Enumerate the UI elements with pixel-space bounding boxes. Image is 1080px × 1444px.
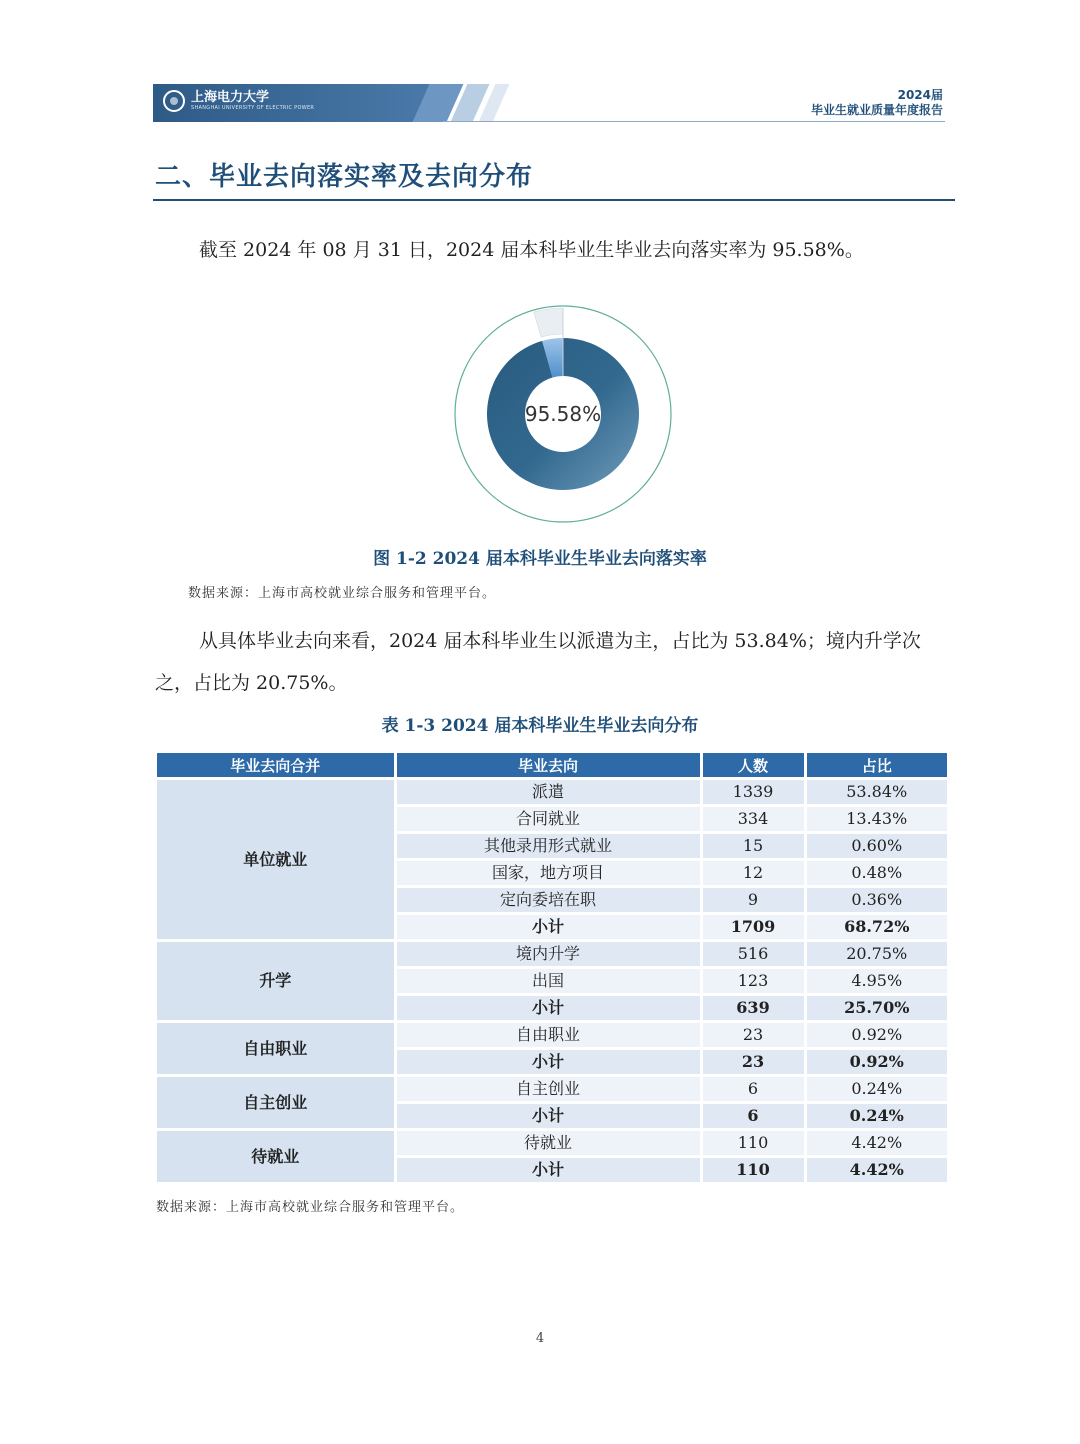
- percent-cell: 0.24%: [805, 1103, 947, 1130]
- destination-cell: 待就业: [395, 1130, 701, 1157]
- count-cell: 6: [701, 1103, 805, 1130]
- percent-cell: 0.36%: [805, 887, 947, 914]
- count-cell: 9: [701, 887, 805, 914]
- destination-cell: 定向委培在职: [395, 887, 701, 914]
- destination-cell: 小计: [395, 1049, 701, 1076]
- section-title: 二、毕业去向落实率及去向分布: [155, 162, 534, 192]
- percent-cell: 4.95%: [805, 968, 947, 995]
- table-header-row: [157, 753, 947, 779]
- distribution-table: [157, 753, 947, 1185]
- table-row: [157, 779, 947, 806]
- percent-cell: 0.92%: [805, 1049, 947, 1076]
- paragraph-distribution: 从具体毕业去向来看，2024 届本科毕业生以派遣为主，占比为 53.84%；境内升学次之，占比为 20.75%。: [155, 630, 921, 694]
- report-name: 毕业生就业质量年度报告: [810, 103, 943, 117]
- destination-cell: 自主创业: [395, 1076, 701, 1103]
- group-name-cell: 升学: [157, 941, 395, 1022]
- header-destination: 毕业去向: [395, 753, 701, 779]
- section-rule: [153, 199, 955, 201]
- percent-cell: 25.70%: [805, 995, 947, 1022]
- page-number: 4: [535, 1331, 545, 1346]
- destination-cell: 国家，地方项目: [395, 860, 701, 887]
- count-cell: 1339: [701, 779, 805, 806]
- destination-cell: 自由职业: [395, 1022, 701, 1049]
- count-cell: 23: [701, 1049, 805, 1076]
- donut-svg: [448, 302, 678, 528]
- percent-cell: 13.43%: [805, 806, 947, 833]
- count-cell: 110: [701, 1130, 805, 1157]
- logo-text: 上海电力大学: [191, 90, 270, 105]
- donut-chart: [448, 302, 678, 528]
- percent-cell: 20.75%: [805, 941, 947, 968]
- percent-cell: 0.48%: [805, 860, 947, 887]
- percent-cell: 68.72%: [805, 914, 947, 941]
- table-source: 数据来源：上海市高校就业综合服务和管理平台。: [156, 1200, 465, 1215]
- percent-cell: 0.60%: [805, 833, 947, 860]
- table-row: [157, 1076, 947, 1103]
- destination-cell: 派遣: [395, 779, 701, 806]
- figure-caption: 图 1-2 2024 届本科毕业生毕业去向落实率: [373, 549, 707, 569]
- report-title: [811, 88, 943, 118]
- count-cell: 6: [701, 1076, 805, 1103]
- destination-cell: 小计: [395, 1103, 701, 1130]
- destination-cell: 小计: [395, 995, 701, 1022]
- figure-source: 数据来源：上海市高校就业综合服务和管理平台。: [188, 586, 497, 601]
- count-cell: 516: [701, 941, 805, 968]
- destination-cell: 小计: [395, 1157, 701, 1184]
- percent-cell: 0.24%: [805, 1076, 947, 1103]
- count-cell: 15: [701, 833, 805, 860]
- destination-cell: 小计: [395, 914, 701, 941]
- header-rule: [443, 121, 945, 122]
- donut-center-label: 95.58%: [524, 402, 602, 426]
- page-header: [153, 84, 945, 124]
- table-row: [157, 941, 947, 968]
- percent-cell: 4.42%: [805, 1130, 947, 1157]
- count-cell: 1709: [701, 914, 805, 941]
- count-cell: 23: [701, 1022, 805, 1049]
- seal-icon: [163, 90, 185, 112]
- percent-cell: 4.42%: [805, 1157, 947, 1184]
- count-cell: 12: [701, 860, 805, 887]
- destination-cell: 合同就业: [395, 806, 701, 833]
- destination-cell: 境内升学: [395, 941, 701, 968]
- count-cell: 639: [701, 995, 805, 1022]
- header-percent: 占比: [805, 753, 947, 779]
- table-row: [157, 1130, 947, 1157]
- count-cell: 110: [701, 1157, 805, 1184]
- paragraph-rate: 截至 2024 年 08 月 31 日，2024 届本科毕业生毕业去向落实率为 95.58%。: [199, 239, 864, 261]
- destination-cell: 出国: [395, 968, 701, 995]
- group-name-cell: 自由职业: [157, 1022, 395, 1076]
- university-logo: [163, 90, 314, 112]
- group-name-cell: 待就业: [157, 1130, 395, 1184]
- table-caption: 表 1-3 2024 届本科毕业生毕业去向分布: [381, 716, 699, 736]
- count-cell: 123: [701, 968, 805, 995]
- group-name-cell: 单位就业: [157, 779, 395, 941]
- table-row: [157, 1022, 947, 1049]
- header-group: 毕业去向合并: [157, 753, 395, 779]
- group-name-cell: 自主创业: [157, 1076, 395, 1130]
- destination-cell: 其他录用形式就业: [395, 833, 701, 860]
- percent-cell: 0.92%: [805, 1022, 947, 1049]
- header-count: 人数: [701, 753, 805, 779]
- percent-cell: 53.84%: [805, 779, 947, 806]
- count-cell: 334: [701, 806, 805, 833]
- logo-subtext: SHANGHAI UNIVERSITY OF ELECTRIC POWER: [191, 105, 315, 111]
- report-year: 2024届: [897, 88, 943, 102]
